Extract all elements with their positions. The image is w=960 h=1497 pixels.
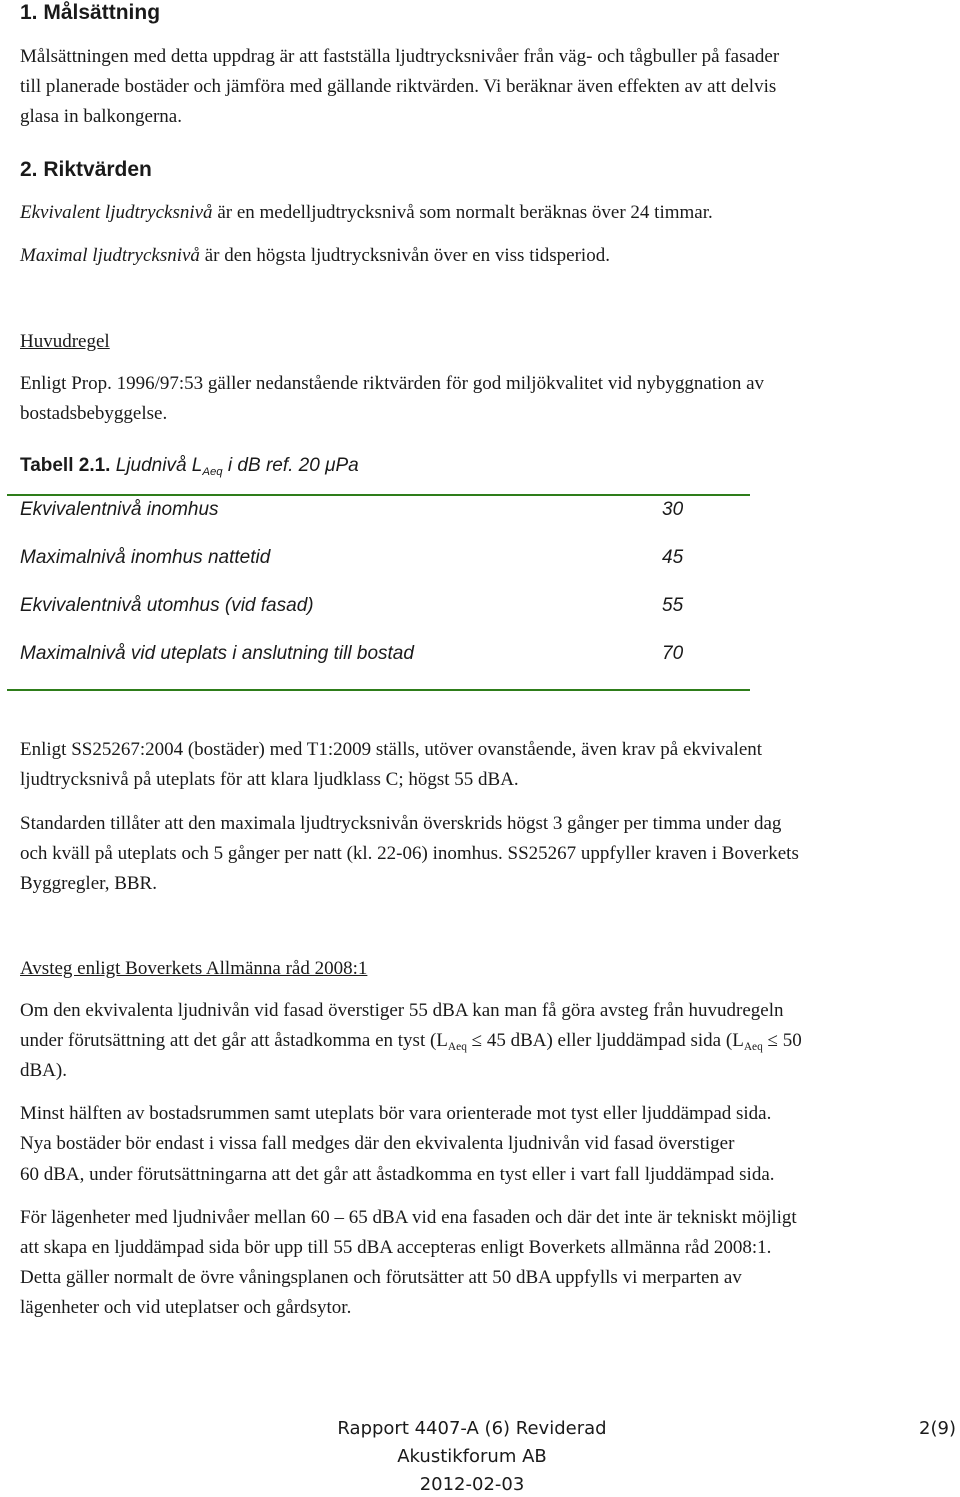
footer-page-number: 2(9) — [919, 1418, 956, 1439]
equivalent-level-term: Ekvivalent ljudtrycksnivå — [20, 202, 213, 223]
section-1-line: glasa in balkongerna. — [20, 106, 182, 127]
avsteg-p1-line — [20, 1026, 955, 1056]
footer-date: 2012-02-03 — [419, 1474, 525, 1495]
table-caption — [20, 455, 359, 477]
equivalent-level-definition — [20, 198, 955, 228]
avsteg-p2-line: Nya bostäder bör endast i vissa fall medges där den ekvivalenta ljudnivån vid fasad överstiger — [20, 1133, 735, 1154]
avsteg-p1-text: ≤ 45 dBA) eller ljuddämpad sida (L — [466, 1030, 744, 1051]
laeq-subscript: Aeq — [743, 1040, 763, 1053]
table-bottom-rule — [7, 689, 750, 691]
huvudregel-line: Enligt Prop. 1996/97:53 gäller nedanstående riktvärden för god miljökvalitet vid nybyggnation av — [20, 373, 765, 394]
table-row-label: Ekvivalentnivå utomhus (vid fasad) — [20, 595, 314, 616]
huvudregel-line: bostadsbebyggelse. — [20, 403, 168, 424]
avsteg-p2-line: Minst hälften av bostadsrummen samt uteplats bör vara orienterade mot tyst eller ljuddämpad sida. — [20, 1103, 772, 1124]
huvudregel-heading: Huvudregel — [20, 331, 110, 352]
maximal-level-term: Maximal ljudtrycksnivå — [20, 245, 200, 266]
table-row-value: 30 — [662, 499, 684, 520]
standard-paragraph-line: och kväll på uteplats och 5 gånger per natt (kl. 22-06) inomhus. SS25267 uppfyller kraven i Boverkets — [20, 843, 799, 864]
table-row-value: 70 — [662, 643, 684, 664]
table-row-label: Maximalnivå vid uteplats i anslutning till bostad — [20, 643, 414, 664]
table-top-rule — [7, 494, 750, 496]
maximal-level-definition — [20, 241, 955, 271]
maximal-level-text: är den högsta ljudtrycksnivån över en viss tidsperiod. — [199, 245, 610, 266]
table-caption-number: Tabell 2.1. — [20, 455, 111, 476]
table-row-value: 45 — [662, 547, 684, 568]
section-1-title: 1. Målsättning — [20, 1, 161, 24]
avsteg-p1-line: Om den ekvivalenta ljudnivån vid fasad överstiger 55 dBA kan man få göra avsteg från huvudregeln — [20, 1000, 784, 1021]
ss-paragraph-line: Enligt SS25267:2004 (bostäder) med T1:2009 ställs, utöver ovanstående, även krav på ekvivalent — [20, 739, 763, 760]
table-row-label: Maximalnivå inomhus nattetid — [20, 547, 271, 568]
section-2-title: 2. Riktvärden — [20, 158, 152, 181]
avsteg-p3-line: Detta gäller normalt de övre våningsplanen och förutsätter att 50 dBA uppfylls vi merparten av — [20, 1267, 742, 1288]
footer-company: Akustikforum AB — [397, 1446, 547, 1467]
table-caption-pre: Ljudnivå L — [110, 455, 203, 476]
equivalent-level-text: är en medelljudtrycksnivå som normalt beräknas över 24 timmar. — [212, 202, 713, 223]
laeq-subscript: Aeq — [447, 1040, 467, 1053]
avsteg-p3-line: att skapa en ljuddämpad sida bör upp till 55 dBA accepteras enligt Boverkets allmänna råd 2008:1. — [20, 1237, 772, 1258]
table-row-label: Ekvivalentnivå inomhus — [20, 499, 219, 520]
avsteg-p1-text: under förutsättning att det går att åstadkomma en tyst (L — [20, 1030, 448, 1051]
standard-paragraph-line: Byggregler, BBR. — [20, 873, 157, 894]
avsteg-p3-line: För lägenheter med ljudnivåer mellan 60 – 65 dBA vid ena fasaden och där det inte är tekniskt möjligt — [20, 1207, 797, 1228]
table-caption-sub: Aeq — [202, 465, 223, 478]
section-1-line: till planerade bostäder och jämföra med gällande riktvärden. Vi beräknar även effekten av att delvis — [20, 76, 777, 97]
avsteg-p2-line: 60 dBA, under förutsättningarna att det går att åstadkomma en tyst eller i vart fall ljuddämpad sida. — [20, 1164, 775, 1185]
avsteg-p3-line: lägenheter och vid uteplatser och gårdsytor. — [20, 1297, 352, 1318]
avsteg-heading: Avsteg enligt Boverkets Allmänna råd 2008:1 — [20, 958, 368, 979]
table-caption-post: i dB ref. 20 μPa — [222, 455, 359, 476]
section-1-line: Målsättningen med detta uppdrag är att fastställa ljudtrycksnivåer från väg- och tågbuller på fasader — [20, 46, 780, 67]
table-row-value: 55 — [662, 595, 684, 616]
footer-report: Rapport 4407-A (6) Reviderad — [337, 1418, 607, 1439]
avsteg-p1-line: dBA). — [20, 1060, 67, 1081]
ss-paragraph-line: ljudtrycksnivå på uteplats för att klara ljudklass C; högst 55 dBA. — [20, 769, 519, 790]
standard-paragraph-line: Standarden tillåter att den maximala ljudtrycksnivån överskrids högst 3 gånger per timma under dag — [20, 813, 782, 834]
avsteg-p1-text: ≤ 50 — [762, 1030, 802, 1051]
